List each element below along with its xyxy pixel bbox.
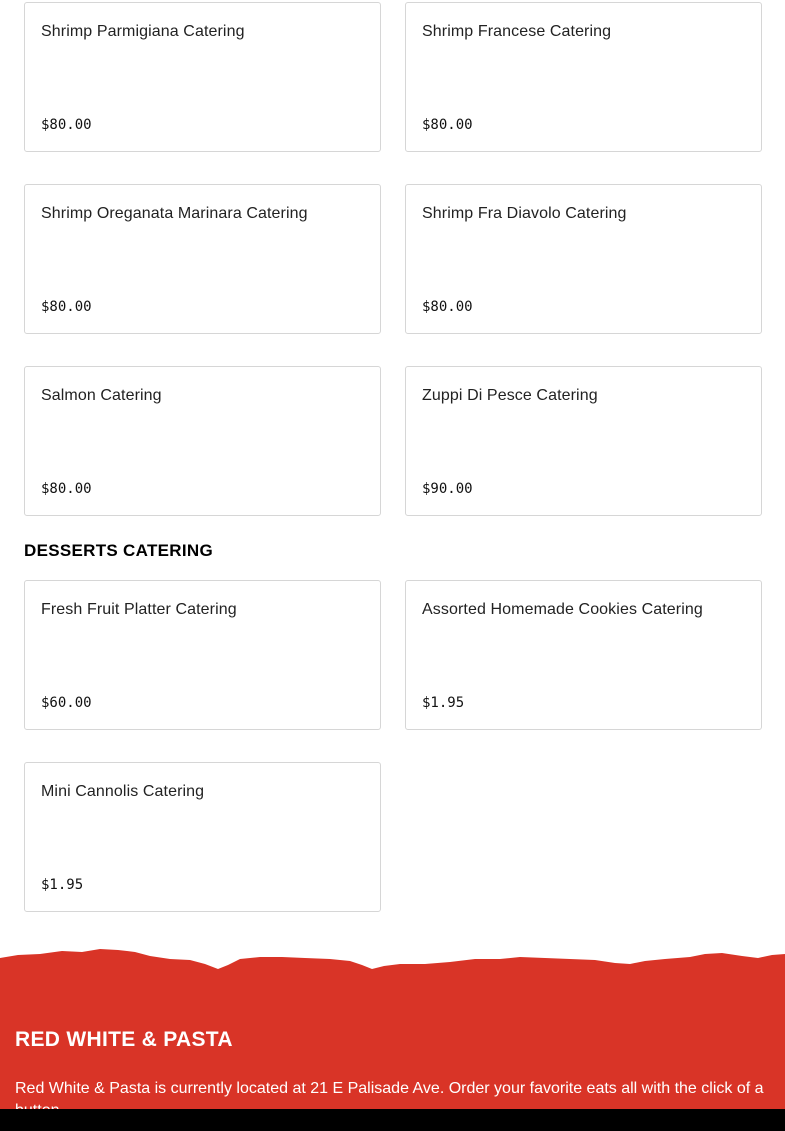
menu-item-card[interactable] [24,366,381,516]
menu-item-card[interactable] [24,762,381,912]
menu-item-name: Zuppi Di Pesce Catering [422,387,598,404]
menu-item-card[interactable] [24,184,381,334]
menu-item-card[interactable] [405,184,762,334]
section-title-desserts: DESSERTS CATERING [24,541,213,560]
footer-description: Red White & Pasta is currently located at 21 E Palisade Ave. Order your favorite eats all with the click of a [15,1080,764,1097]
site-footer [0,946,785,1131]
menu-item-card[interactable] [24,2,381,152]
menu-item-name: Salmon Catering [41,387,162,404]
menu-item-name: Assorted Homemade Cookies Catering [422,601,703,618]
menu-item-name: Fresh Fruit Platter Catering [41,601,237,618]
menu-item-price: $80.00 [422,117,473,133]
footer-title: RED WHITE & PASTA [15,1028,233,1051]
menu-item-price: $80.00 [422,299,473,315]
menu-item-price: $80.00 [41,117,92,133]
bottom-bar [0,1109,785,1131]
menu-item-price: $60.00 [41,695,92,711]
menu-item-price: $1.95 [422,695,465,711]
menu-item-price: $80.00 [41,481,92,497]
menu-item-name: Shrimp Oreganata Marinara Catering [41,205,308,222]
menu-item-card[interactable] [405,580,762,730]
menu-item-name: Shrimp Fra Diavolo Catering [422,205,627,222]
menu-item-name: Shrimp Francese Catering [422,23,612,40]
menu-item-card[interactable] [405,2,762,152]
menu-item-price: $1.95 [41,877,84,893]
menu-item-price: $90.00 [422,481,473,497]
menu-item-card[interactable] [24,580,381,730]
menu-item-price: $80.00 [41,299,92,315]
menu-item-name: Shrimp Parmigiana Catering [41,23,245,40]
menu-item-card[interactable] [405,366,762,516]
menu-item-name: Mini Cannolis Catering [41,783,205,800]
